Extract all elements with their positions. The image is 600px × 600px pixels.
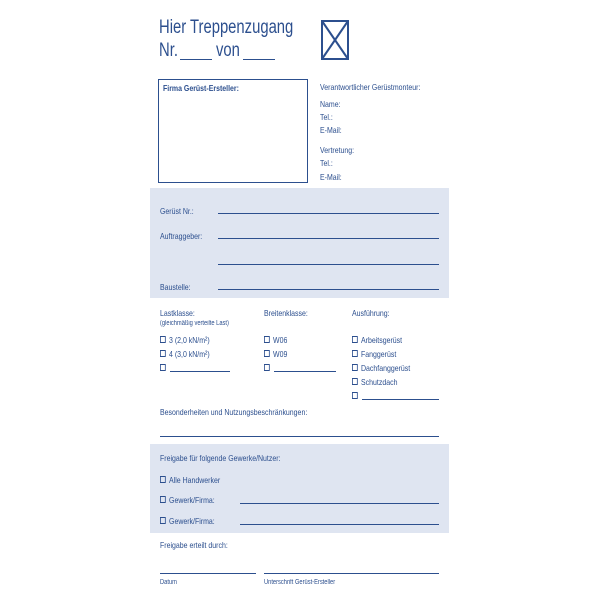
option-label: Dachfanggerüst (361, 363, 411, 373)
contact-email: E-Mail: (320, 125, 342, 135)
freigabe-option-gewerk-1[interactable] (160, 495, 215, 505)
checkbox-icon[interactable] (160, 336, 166, 343)
checkbox-icon[interactable] (352, 392, 358, 399)
lastklasse-option-3[interactable] (160, 335, 210, 345)
ausfuehrung-option-fanggeruest[interactable] (352, 349, 396, 359)
datum-label: Datum (160, 579, 177, 586)
scaffold-info-band (150, 188, 449, 298)
option-label: 3 (2,0 kN/m²) (169, 335, 210, 345)
option-label: Gewerk/Firma: (169, 516, 215, 526)
baustelle-line[interactable] (218, 289, 439, 290)
option-label: Schutzdach (361, 377, 398, 387)
option-label: W06 (273, 335, 288, 345)
checkbox-icon[interactable] (352, 378, 358, 385)
freigabe-band (150, 444, 449, 533)
firma-label: Firma Gerüst-Ersteller: (163, 83, 239, 93)
lastklasse-option-4[interactable] (160, 349, 210, 359)
option-label: 4 (3,0 kN/m²) (169, 349, 210, 359)
ausfuehrung-option-dachfanggeruest[interactable] (352, 363, 410, 373)
class-section (150, 300, 450, 400)
ausfuehrung-option-arbeitsgeruest[interactable] (352, 335, 402, 345)
ausfuehrung-other-line[interactable] (362, 399, 439, 400)
contact-tel: Tel.: (320, 112, 333, 122)
checkbox-icon[interactable] (264, 364, 270, 371)
gewerk-line-2[interactable] (240, 524, 439, 525)
contact-heading: Verantwortlicher Gerüstmonteur: (320, 82, 421, 92)
ausfuehrung-option-schutzdach[interactable] (352, 377, 397, 387)
auftraggeber-line[interactable] (218, 238, 439, 239)
geruest-nr-label: Gerüst Nr.: (160, 206, 194, 216)
von-label: von (216, 40, 240, 61)
breitenklasse-option-other[interactable] (264, 363, 273, 373)
checkbox-icon[interactable] (160, 350, 166, 357)
option-label: Gewerk/Firma: (169, 495, 215, 505)
checkbox-icon[interactable] (264, 350, 270, 357)
auftraggeber-label: Auftraggeber: (160, 231, 203, 241)
contact-vertretung: Vertretung: (320, 145, 355, 155)
besonderheiten-line[interactable] (160, 436, 439, 437)
datum-line[interactable] (160, 573, 256, 574)
lastklasse-heading: Lastklasse: (160, 308, 195, 318)
contact-email-2: E-Mail: (320, 172, 342, 182)
freigabe-option-gewerk-2[interactable] (160, 516, 215, 526)
besonderheiten-label: Besonderheiten und Nutzungsbeschränkungen: (160, 407, 308, 417)
checkbox-icon[interactable] (160, 517, 166, 524)
checkbox-icon[interactable] (264, 336, 270, 343)
checkbox-icon[interactable] (352, 336, 358, 343)
crossed-box-icon (321, 20, 349, 60)
lastklasse-sub: (gleichmäßig verteilte Last) (160, 320, 229, 327)
lastklasse-other-line[interactable] (170, 371, 230, 372)
page-title: Hier Treppenzugang (159, 17, 294, 38)
nr-line[interactable] (180, 59, 212, 60)
breitenklasse-option-w09[interactable] (264, 349, 287, 359)
checkbox-icon[interactable] (160, 496, 166, 503)
auftraggeber-line-2[interactable] (218, 264, 439, 265)
signoff-heading: Freigabe erteilt durch: (160, 540, 228, 550)
breitenklasse-other-line[interactable] (274, 371, 336, 372)
unterschrift-label: Unterschrift Gerüst-Ersteller (264, 579, 336, 586)
freigabe-option-alle[interactable] (160, 475, 220, 485)
breitenklasse-heading: Breitenklasse: (264, 308, 308, 318)
contact-tel-2: Tel.: (320, 158, 333, 168)
lastklasse-option-other[interactable] (160, 363, 169, 373)
gewerk-line-1[interactable] (240, 503, 439, 504)
nr-label: Nr. (159, 40, 178, 61)
checkbox-icon[interactable] (160, 364, 166, 371)
checkbox-icon[interactable] (352, 350, 358, 357)
checkbox-icon[interactable] (160, 476, 166, 483)
contact-name: Name: (320, 99, 341, 109)
ausfuehrung-heading: Ausführung: (352, 308, 390, 318)
ausfuehrung-option-other[interactable] (352, 391, 361, 401)
unterschrift-line[interactable] (264, 573, 439, 574)
breitenklasse-option-w06[interactable] (264, 335, 287, 345)
option-label: Fanggerüst (361, 349, 397, 359)
option-label: Alle Handwerker (169, 475, 221, 485)
option-label: W09 (273, 349, 288, 359)
checkbox-icon[interactable] (352, 364, 358, 371)
geruest-nr-line[interactable] (218, 213, 439, 214)
baustelle-label: Baustelle: (160, 282, 191, 292)
freigabe-heading: Freigabe für folgende Gewerke/Nutzer: (160, 453, 281, 463)
firma-box[interactable] (158, 79, 308, 183)
von-line[interactable] (243, 59, 275, 60)
option-label: Arbeitsgerüst (361, 335, 403, 345)
